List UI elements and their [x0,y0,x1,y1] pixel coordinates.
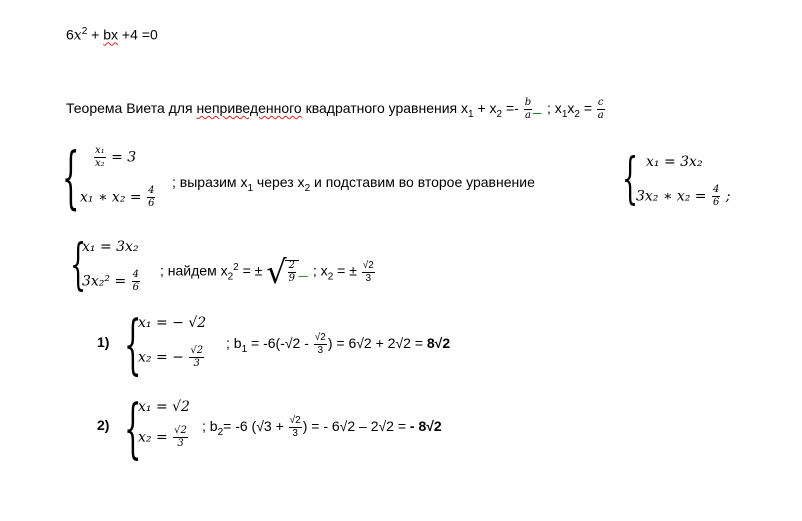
sqrt-2-over-9 [266,253,299,291]
subscript: 1 [247,182,254,194]
system2-row1 [82,240,139,254]
denominator: x₂ [95,158,105,169]
variable-x: x [73,27,82,44]
subscript: 2 [496,109,503,120]
numerator: 2 [288,260,296,271]
denominator: 6 [712,197,720,208]
tail-text-4: = ± [333,262,361,279]
exponent: 2 [81,26,88,37]
tail-text-2: = -6 (√3 + [223,418,288,435]
system1-row1 [93,146,136,169]
tail-text: ; b [226,335,242,352]
denominator: 3 [177,438,184,449]
numerator: 4 [132,269,140,280]
plus-text: + [87,26,104,43]
tail-text-3: ; x [309,262,328,279]
coefficient: 6 [66,26,74,43]
denominator: 6 [148,198,155,209]
case2-row2 [138,426,189,449]
subscript: 2 [217,427,224,438]
numerator: x₁ [95,145,105,156]
system1-row2 [80,186,156,209]
radical-sign: √ [266,253,287,291]
theorem-eq-2: = [579,100,596,117]
case1-label: 1) [97,334,110,350]
middle-text-2: через x [253,174,305,190]
system2-tail-text [160,253,376,291]
case1-result: 8√2 [426,335,451,352]
theorem-text: Теорема Виета для [66,100,197,117]
row-lhs: 3x₂² = [82,273,127,290]
denominator: 9 [288,273,296,284]
numerator: 4 [712,184,720,195]
case1-row1 [138,316,206,330]
row-text: x₁ = √2 [138,399,190,415]
theorem-text-2: квадратного уравнения x [301,100,469,117]
denominator: 6 [132,282,140,293]
denominator: a [597,110,604,121]
subscript: 2 [304,182,311,194]
system1b-row1 [646,155,703,169]
row-text: x₁ = 3x₂ [82,239,139,255]
theorem-x: x [567,100,575,117]
row-rhs: = 3 [111,149,137,166]
row-tail: ; [721,188,731,205]
tail-text: ; найдем x [160,262,228,279]
left-brace: { [62,138,80,217]
numerator: √2 [190,345,204,356]
fraction-sqrt2-over-3 [362,261,375,284]
system2-row2 [82,270,141,293]
subscript: 1 [561,109,568,120]
row-lhs: 3x₂ ∗ x₂ = [636,188,707,205]
system1-middle-text [172,175,535,194]
denominator: a [524,110,531,121]
superscript: 2 [233,262,239,274]
row-text: x₁ = 3x₂ [646,154,703,170]
case2-tail [202,416,442,439]
denominator: 3 [365,272,372,284]
case2-result: - 8√2 [409,418,442,435]
fraction-sqrt2-over-3 [173,426,188,449]
case2-label: 2) [97,417,110,433]
case2-row1 [138,400,190,414]
row-lhs: x₂ = [138,429,168,446]
denominator: 3 [292,428,298,439]
theorem-line [66,98,606,121]
numerator: √2 [314,332,326,343]
row-lhs: x₁ ∗ x₂ = [80,189,142,206]
subscript: 2 [227,271,234,283]
tail-text-3: ) = 6√2 + 2√2 = [327,335,427,352]
numerator: √2 [289,415,301,426]
left-brace: { [70,231,87,296]
case1-row2 [138,346,205,369]
tail-text: ; b [202,418,218,435]
numerator: √2 [174,425,187,436]
fraction-sqrt2-over-3 [289,416,302,439]
fraction-x1-over-x2 [94,146,106,169]
equation-line [66,27,158,43]
case1-tail [226,333,450,356]
tail-text-2: = -6(-√2 - [247,335,313,352]
left-brace: { [622,145,639,210]
fraction-sqrt2-over-3 [314,333,327,356]
numerator: b [524,97,532,108]
row-text: x₁ = − √2 [138,315,207,331]
fraction [288,261,296,284]
left-brace: { [124,306,142,383]
fraction-sqrt2-over-3 [189,346,204,369]
fraction-4-over-6 [712,185,720,208]
left-brace: { [124,390,142,467]
system1b-row2 [636,185,731,208]
fraction-4-over-6 [132,270,140,293]
fraction-c-over-a [597,98,605,121]
fraction-4-over-6 [147,186,155,209]
row-lhs: x₂ = − [138,349,184,366]
numerator: √2 [362,259,374,271]
subscript: 1 [468,109,474,120]
theorem-plus: + x [473,100,497,117]
middle-text: ; выразим x [172,174,248,190]
subscript: 1 [241,344,248,355]
equation-tail: +4 =0 [118,26,158,43]
tail-text-3: ) = - 6√2 – 2√2 = [302,418,410,435]
numerator: c [597,97,604,108]
bx-term: bx [103,26,119,43]
subscript: 2 [574,109,580,120]
theorem-semicolon: ; x [543,100,562,117]
theorem-eq: =- [502,100,523,117]
numerator: 4 [148,185,155,196]
denominator: 3 [317,345,324,356]
fraction-b-over-a [524,98,532,121]
tail-text-2: = ± [238,262,267,279]
subscript: 2 [327,271,334,283]
theorem-underlined-word: неприведенного [196,100,302,117]
middle-text-3: и подставим во второе уравнение [310,174,535,190]
denominator: 3 [193,358,200,369]
